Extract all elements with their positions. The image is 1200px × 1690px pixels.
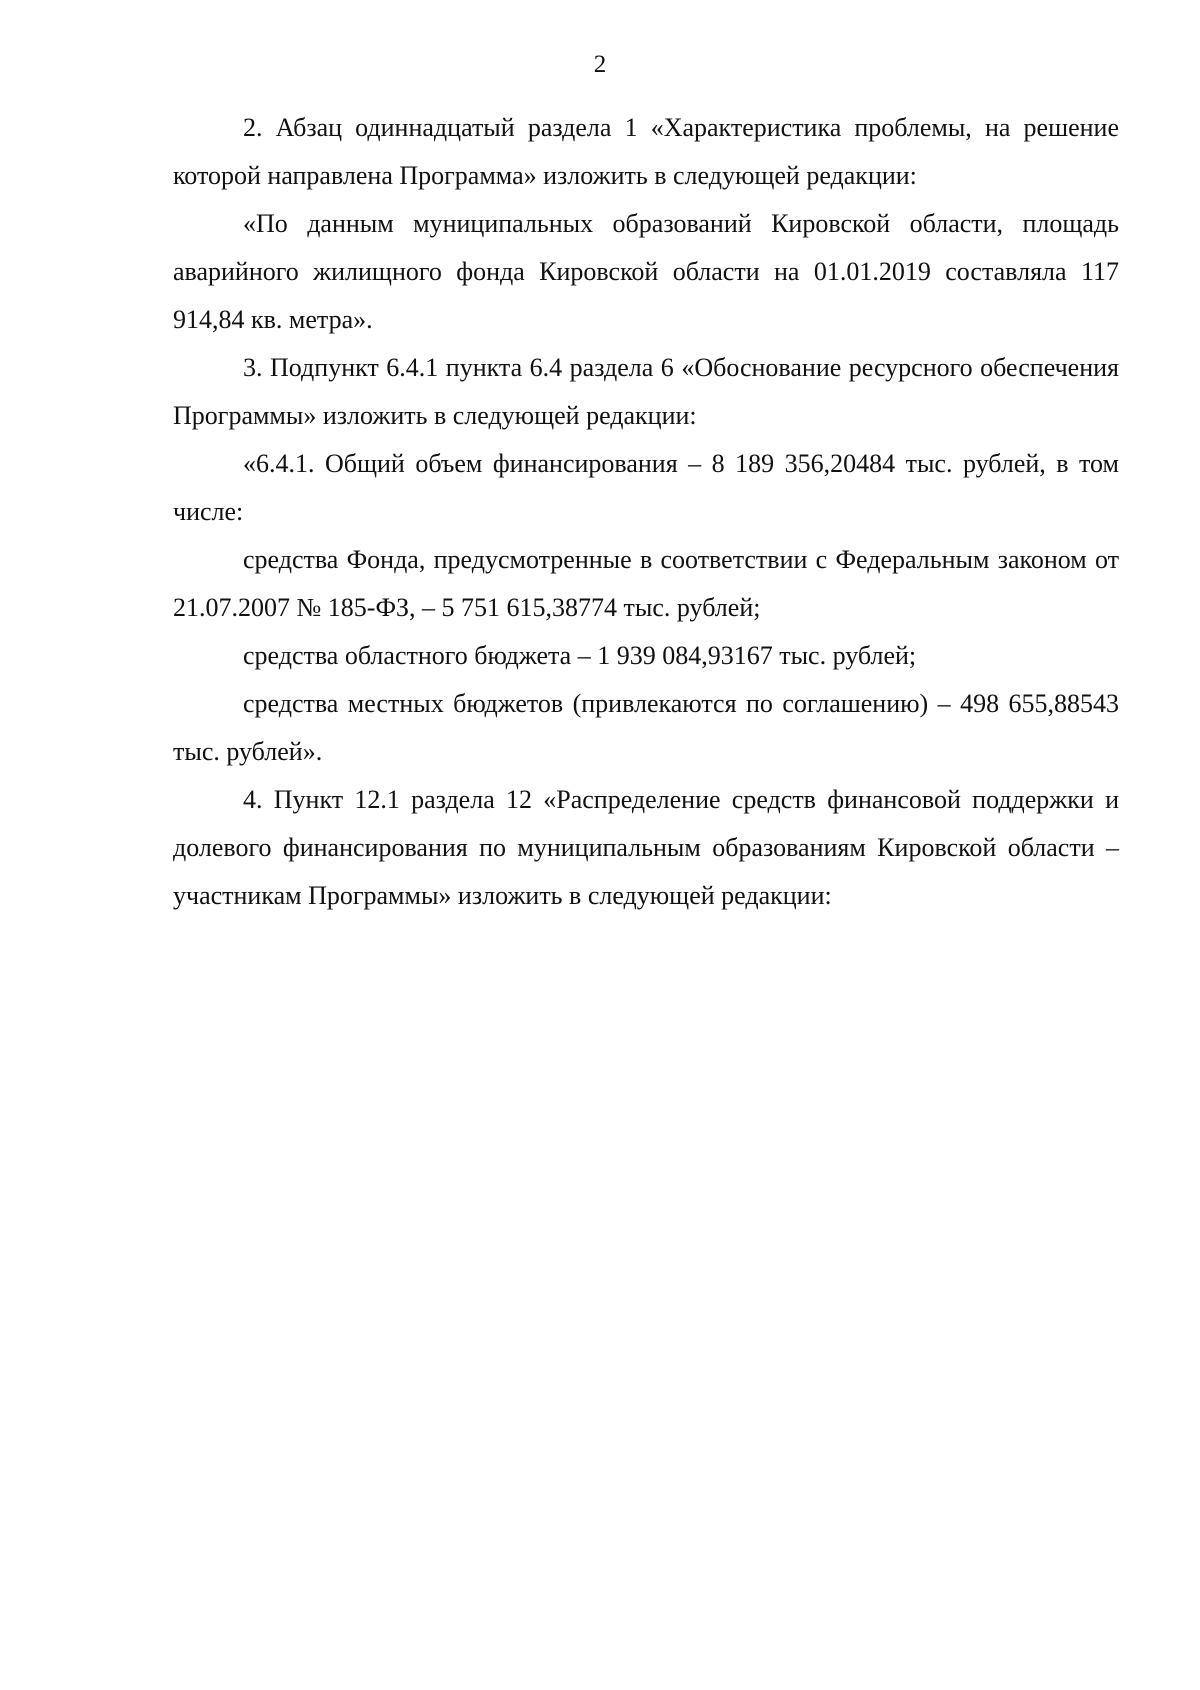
document-body bbox=[173, 104, 1119, 920]
paragraph-total-financing: «6.4.1. Общий объем финансирования – 8 189 356,20484 тыс. рублей, в том числе: bbox=[173, 449, 1119, 526]
paragraph-fund-financing: средства Фонда, предусмотренные в соответствии с Федеральным законом от 21.07.2007 № 185-ФЗ, – 5 751 615,38774 тыс. рублей; bbox=[173, 545, 1119, 622]
paragraph-item-2: 2. Абзац одиннадцатый раздела 1 «Характеристика проблемы, на решение которой направлена Программа» изложить в следующей редакции: bbox=[173, 113, 1119, 190]
page-number: 2 bbox=[593, 51, 607, 78]
paragraph-local-budgets: средства местных бюджетов (привлекаются по соглашению) – 498 655,88543 тыс. рублей». bbox=[173, 689, 1119, 766]
paragraph-item-4: 4. Пункт 12.1 раздела 12 «Распределение средств финансовой поддержки и долевого финансирования по муниципальным образованиям Кировской области – участникам Программы» изложить в следующей редакции: bbox=[173, 785, 1119, 910]
paragraph-regional-budget: средства областного бюджета – 1 939 084,93167 тыс. рублей; bbox=[243, 641, 917, 670]
paragraph-quote-area: «По данным муниципальных образований Кировской области, площадь аварийного жилищного фонда Кировской области на 01.01.2019 составляла 117 914,84 кв. метра». bbox=[173, 209, 1119, 334]
paragraph-item-3: 3. Подпункт 6.4.1 пункта 6.4 раздела 6 «Обоснование ресурсного обеспечения Программы» изложить в следующей редакции: bbox=[173, 353, 1119, 430]
